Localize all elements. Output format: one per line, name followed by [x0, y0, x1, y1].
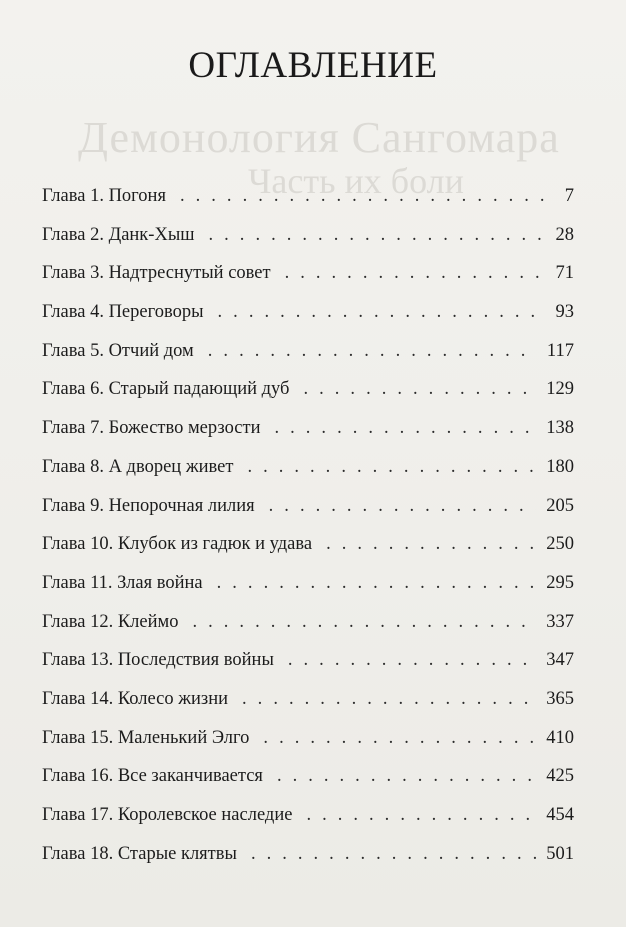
page-number: 138 [546, 418, 574, 439]
toc-entry [42, 184, 574, 223]
dot-leader [218, 300, 546, 324]
toc-entry [42, 726, 574, 765]
chapter-title: Глава 8. А дворец живет [42, 456, 234, 477]
chapter-title: Глава 12. Клеймо [42, 611, 179, 632]
dot-leader [247, 455, 536, 479]
toc-entry [42, 803, 574, 842]
page-number: 71 [555, 263, 574, 284]
page-number: 117 [546, 340, 574, 361]
page-number: 365 [546, 688, 574, 709]
page-number: 425 [546, 766, 574, 787]
page-number: 501 [546, 843, 574, 864]
chapter-title: Глава 10. Клубок из гадюк и удава [42, 534, 313, 555]
toc-entry [42, 687, 574, 726]
toc-entry [42, 377, 574, 416]
chapter-title: Глава 3. Надтреснутый совет [42, 263, 271, 284]
dot-leader [285, 261, 546, 285]
chapter-title: Глава 2. Данк-Хыш [42, 224, 195, 245]
dot-leader [180, 184, 555, 208]
page-number: 454 [546, 805, 574, 825]
page-number: 347 [546, 650, 574, 671]
toc-entry [42, 261, 574, 300]
dot-leader [242, 687, 536, 711]
chapter-title: Глава 15. Маленький Элго [42, 727, 250, 748]
toc-entry [42, 339, 574, 378]
chapter-title: Глава 4. Переговоры [42, 302, 204, 323]
chapter-title: Глава 16. Все заканчивается [42, 766, 263, 787]
dot-leader [209, 223, 546, 247]
toc-entry [42, 223, 574, 262]
dot-leader [263, 726, 536, 750]
dot-leader [251, 842, 536, 866]
bleed-through-text: Демонология Сангомара [78, 113, 560, 162]
toc-entry [42, 300, 574, 339]
page-number: 337 [546, 611, 574, 632]
chapter-title: Глава 9. Непорочная лилия [42, 495, 255, 516]
page-number: 180 [546, 456, 574, 477]
page-number: 205 [546, 495, 574, 516]
page-number: 7 [564, 186, 574, 206]
dot-leader [269, 494, 537, 518]
page-title: ОГЛАВЛЕНИЕ [188, 45, 438, 86]
toc-entry [42, 764, 574, 803]
dot-leader [303, 377, 536, 401]
toc-entry [42, 416, 574, 455]
page-number: 410 [546, 727, 574, 748]
dot-leader [217, 571, 537, 595]
chapter-title: Глава 1. Погоня [42, 186, 166, 206]
page-number: 295 [546, 572, 574, 593]
dot-leader [306, 803, 536, 827]
dot-leader [326, 532, 536, 556]
page-number: 250 [546, 534, 574, 555]
page-number: 129 [546, 379, 574, 400]
toc-entry [42, 610, 574, 649]
dot-leader [277, 764, 536, 788]
chapter-title: Глава 6. Старый падающий дуб [42, 379, 290, 400]
chapter-title: Глава 7. Божество мерзости [42, 418, 261, 439]
dot-leader [274, 416, 536, 440]
page-number: 28 [555, 224, 574, 245]
dot-leader [288, 648, 536, 672]
table-of-contents [42, 184, 574, 880]
toc-entry [42, 842, 574, 881]
toc-entry [42, 494, 574, 533]
chapter-title: Глава 14. Колесо жизни [42, 688, 229, 709]
dot-leader [208, 339, 537, 363]
toc-entry [42, 648, 574, 687]
chapter-title: Глава 17. Королевское наследие [42, 805, 293, 825]
chapter-title: Глава 5. Отчий дом [42, 340, 194, 361]
chapter-title: Глава 13. Последствия войны [42, 650, 274, 671]
page-number: 93 [555, 302, 574, 323]
chapter-title: Глава 11. Злая война [42, 572, 203, 593]
bleed-through-text: Часть их боли [248, 161, 464, 201]
dot-leader [192, 610, 536, 634]
toc-entry [42, 455, 574, 494]
toc-entry [42, 571, 574, 610]
chapter-title: Глава 18. Старые клятвы [42, 843, 237, 864]
toc-entry [42, 532, 574, 571]
